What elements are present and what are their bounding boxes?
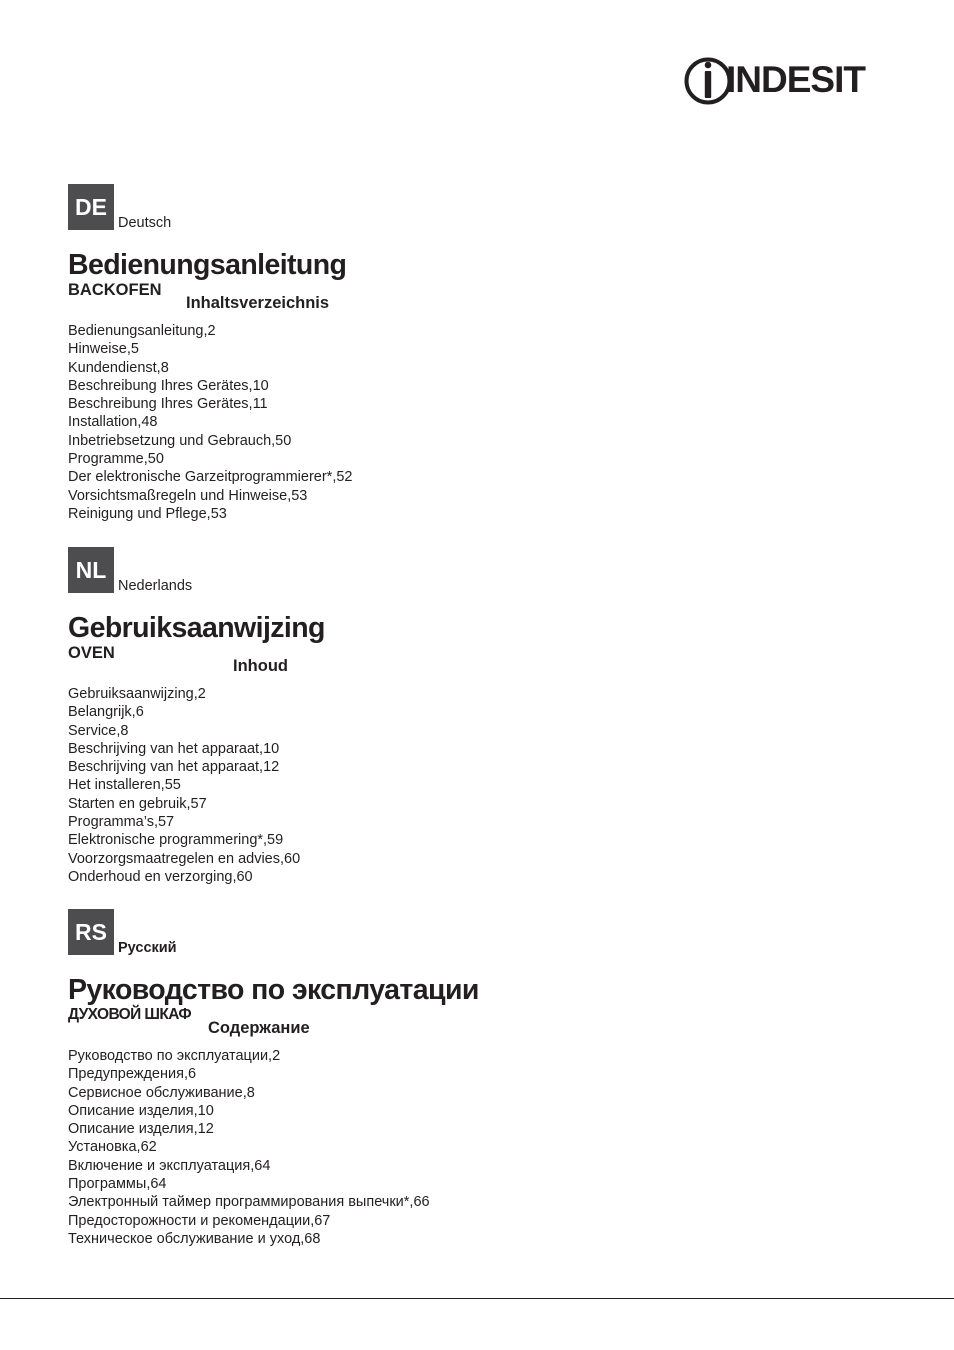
footer-divider <box>0 1298 954 1299</box>
toc-item[interactable]: Beschrijving van het apparaat,10 <box>68 740 280 757</box>
toc-item[interactable]: Programma’s,57 <box>68 814 175 831</box>
product-name-de: BACKOFEN <box>68 281 162 299</box>
toc-item[interactable]: Программы,64 <box>68 1176 167 1193</box>
toc-item[interactable]: Inbetriebsetzung und Gebrauch,50 <box>68 432 292 449</box>
toc-list-nl <box>68 685 300 886</box>
toc-item[interactable]: Vorsichtsmaßregeln und Hinweise,53 <box>68 487 308 504</box>
toc-item[interactable]: Bedienungsanleitung,2 <box>68 323 216 339</box>
toc-item[interactable]: Reinigung und Pflege,53 <box>68 505 227 522</box>
toc-list-de <box>68 322 352 523</box>
toc-item[interactable]: Техническое обслуживание и уход,68 <box>68 1230 321 1247</box>
product-name-rs: ДУХОВОЙ ШКАФ <box>68 1006 192 1023</box>
language-name-de: Deutsch <box>118 215 172 231</box>
toc-item[interactable]: Описание изделия,12 <box>68 1121 214 1138</box>
indesit-logo-icon <box>684 54 732 108</box>
toc-item[interactable]: Beschreibung Ihres Gerätes,11 <box>68 396 268 413</box>
toc-item[interactable]: Gebruiksaanwijzing,2 <box>68 686 206 702</box>
toc-item[interactable]: Предупреждения,6 <box>68 1066 197 1083</box>
toc-item[interactable]: Voorzorgsmaatregelen en advies,60 <box>68 850 301 867</box>
product-name-nl: OVEN <box>68 644 115 662</box>
toc-item[interactable]: Installation,48 <box>68 414 158 431</box>
language-name-nl: Nederlands <box>118 578 193 594</box>
toc-item[interactable]: Elektronische programmering*,59 <box>68 832 284 849</box>
toc-item[interactable]: Service,8 <box>68 722 129 739</box>
toc-item[interactable]: Сервисное обслуживание,8 <box>68 1084 255 1101</box>
toc-item[interactable]: Beschrijving van het apparaat,12 <box>68 759 280 776</box>
toc-item[interactable]: Электронный таймер программирования выпечки*,66 <box>68 1194 430 1211</box>
toc-item[interactable]: Описание изделия,10 <box>68 1102 214 1119</box>
toc-list-rs <box>68 1047 430 1248</box>
toc-item[interactable]: Beschreibung Ihres Gerätes,10 <box>68 377 269 394</box>
toc-item[interactable]: Starten en gebruik,57 <box>68 795 207 812</box>
toc-item[interactable]: Включение и эксплуатация,64 <box>68 1157 271 1174</box>
brand-logo <box>684 54 870 108</box>
toc-item[interactable]: Hinweise,5 <box>68 341 139 358</box>
toc-heading-rs: Содержание <box>208 1019 310 1037</box>
toc-item[interactable]: Het installeren,55 <box>68 777 181 794</box>
toc-item[interactable]: Установка,62 <box>68 1139 157 1156</box>
manual-title-rs: Руководство по эксплуатации <box>68 974 479 1006</box>
language-badge-nl: NL <box>68 547 114 593</box>
language-name-rs: Русский <box>118 940 177 956</box>
toc-heading-de: Inhaltsverzeichnis <box>186 294 330 312</box>
toc-heading-nl: Inhoud <box>233 657 288 675</box>
toc-item[interactable]: Programme,50 <box>68 451 164 468</box>
brand-logo-text: INDESIT <box>726 59 865 100</box>
manual-title-de: Bedienungsanleitung <box>68 249 347 281</box>
toc-item[interactable]: Onderhoud en verzorging,60 <box>68 868 253 885</box>
language-badge-rs: RS <box>68 909 114 955</box>
toc-item[interactable]: Kundendienst,8 <box>68 359 169 376</box>
manual-title-nl: Gebruiksaanwijzing <box>68 612 325 644</box>
language-badge-de: DE <box>68 184 114 230</box>
toc-item[interactable]: Предосторожности и рекомендации,67 <box>68 1212 331 1229</box>
toc-item[interactable]: Belangrijk,6 <box>68 704 144 721</box>
toc-item[interactable]: Der elektronische Garzeitprogrammierer*,52 <box>68 469 353 486</box>
toc-item[interactable]: Руководство по эксплуатации,2 <box>68 1048 281 1064</box>
